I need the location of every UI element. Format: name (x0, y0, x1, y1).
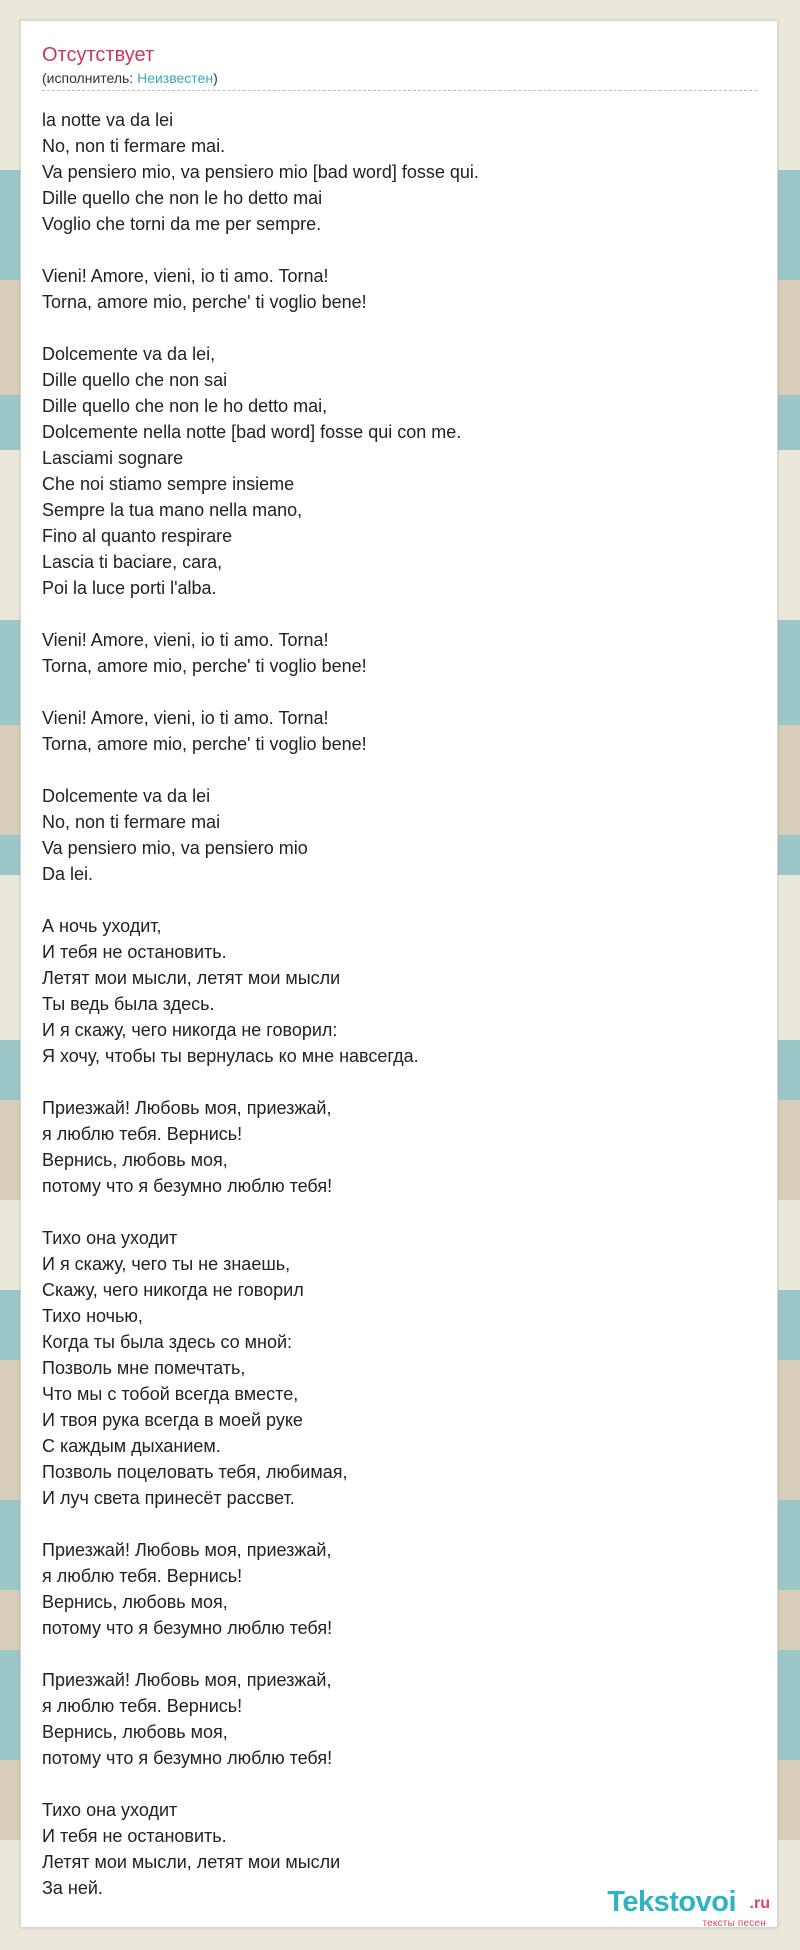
lyric-line: Скажу, чего никогда не говорил (42, 1280, 304, 1300)
lyric-line: Летят мои мысли, летят мои мысли (42, 1852, 341, 1872)
lyric-line: Тихо она уходит (42, 1228, 178, 1248)
lyric-line: Вернись, любовь моя, (42, 1722, 228, 1742)
lyric-line: Che noi stiamo sempre insieme (42, 474, 295, 494)
song-header (42, 43, 757, 91)
lyric-line: Lascia ti baciare, cara, (42, 552, 223, 572)
logo-tld: .ru (749, 1895, 770, 1912)
lyric-line: Приезжай! Любовь моя, приезжай, (42, 1670, 332, 1690)
lyrics-card (20, 20, 778, 1928)
lyric-stanza (42, 705, 757, 757)
logo-name: Tekstovoi (607, 1886, 736, 1918)
performer-prefix: (исполнитель: (42, 70, 138, 86)
lyric-line: No, non ti fermare mai (42, 812, 221, 832)
lyric-line: Va pensiero mio, va pensiero mio [bad word] fosse qui. (42, 162, 479, 182)
lyric-stanza (42, 1095, 757, 1199)
lyric-line: потому что я безумно люблю тебя! (42, 1748, 333, 1768)
lyric-line: Позволь мне помечтать, (42, 1358, 246, 1378)
lyric-stanza (42, 341, 757, 601)
lyric-line: Sempre la tua mano nella mano, (42, 500, 303, 520)
lyric-line: Da lei. (42, 864, 94, 884)
lyric-stanza (42, 1537, 757, 1641)
lyric-line: За ней. (42, 1878, 103, 1898)
lyric-line: И луч света принесёт рассвет. (42, 1488, 295, 1508)
lyric-stanza (42, 107, 757, 237)
lyric-line: я люблю тебя. Вернись! (42, 1124, 243, 1144)
lyric-line: Vieni! Amore, vieni, io ti amo. Torna! (42, 708, 329, 728)
lyric-stanza (42, 783, 757, 887)
lyric-stanza (42, 1667, 757, 1771)
tekstovoi-logo (570, 1885, 770, 1933)
lyric-line: потому что я безумно люблю тебя! (42, 1176, 333, 1196)
lyric-line: No, non ti fermare mai. (42, 136, 226, 156)
lyric-line: Fino al quanto respirare (42, 526, 233, 546)
lyric-line: я люблю тебя. Вернись! (42, 1566, 243, 1586)
lyric-line: Что мы с тобой всегда вместе, (42, 1384, 299, 1404)
lyric-line: Dille quello che non sai (42, 370, 228, 390)
lyric-line: потому что я безумно люблю тебя! (42, 1618, 333, 1638)
lyric-line: С каждым дыханием. (42, 1436, 221, 1456)
lyric-line: Когда ты была здесь со мной: (42, 1332, 293, 1352)
performer-line (42, 69, 757, 87)
lyric-line: И твоя рука всегда в моей руке (42, 1410, 303, 1430)
lyric-line: Dille quello che non le ho detto mai, (42, 396, 328, 416)
logo-tagline: тексты песен (702, 1918, 766, 1929)
song-title: Отсутствует (42, 44, 155, 66)
lyric-stanza (42, 1225, 757, 1511)
lyric-line: Вернись, любовь моя, (42, 1592, 228, 1612)
lyric-line: Dolcemente va da lei, (42, 344, 216, 364)
lyric-line: Приезжай! Любовь моя, приезжай, (42, 1098, 332, 1118)
lyric-line: Ты ведь была здесь. (42, 994, 215, 1014)
lyric-line: Летят мои мысли, летят мои мысли (42, 968, 341, 988)
lyric-line: Вернись, любовь моя, (42, 1150, 228, 1170)
lyric-line: Тихо ночью, (42, 1306, 143, 1326)
lyric-line: Dolcemente nella notte [bad word] fosse qui con me. (42, 422, 462, 442)
lyric-line: Приезжай! Любовь моя, приезжай, (42, 1540, 332, 1560)
lyric-line: И я скажу, чего никогда не говорил: (42, 1020, 338, 1040)
lyric-line: И тебя не остановить. (42, 1826, 227, 1846)
lyric-line: Torna, amore mio, perche' ti voglio bene! (42, 656, 367, 676)
lyric-line: Dolcemente va da lei (42, 786, 211, 806)
lyric-line: Позволь поцеловать тебя, любимая, (42, 1462, 348, 1482)
lyric-line: Lasciami sognare (42, 448, 184, 468)
lyric-line: И я скажу, чего ты не знаешь, (42, 1254, 291, 1274)
lyric-line: Torna, amore mio, perche' ti voglio bene! (42, 292, 367, 312)
performer-link[interactable]: Неизвестен (137, 70, 214, 86)
lyrics-text (42, 107, 757, 1927)
lyric-line: Тихо она уходит (42, 1800, 178, 1820)
lyric-line: Dille quello che non le ho detto mai (42, 188, 323, 208)
lyric-line: И тебя не остановить. (42, 942, 227, 962)
lyric-stanza (42, 627, 757, 679)
lyric-line: Vieni! Amore, vieni, io ti amo. Torna! (42, 266, 329, 286)
lyric-line: А ночь уходит, (42, 916, 162, 936)
header-divider (42, 90, 757, 91)
lyric-line: Я хочу, чтобы ты вернулась ко мне навсегда. (42, 1046, 419, 1066)
lyric-line: Voglio che torni da me per sempre. (42, 214, 322, 234)
lyric-line: Va pensiero mio, va pensiero mio (42, 838, 308, 858)
lyric-line: Poi la luce porti l'alba. (42, 578, 217, 598)
lyric-line: la notte va da lei (42, 110, 174, 130)
lyric-line: Torna, amore mio, perche' ti voglio bene! (42, 734, 367, 754)
lyric-line: Vieni! Amore, vieni, io ti amo. Torna! (42, 630, 329, 650)
lyric-stanza (42, 913, 757, 1069)
performer-suffix: ) (213, 70, 218, 86)
lyric-stanza (42, 263, 757, 315)
lyric-line: я люблю тебя. Вернись! (42, 1696, 243, 1716)
